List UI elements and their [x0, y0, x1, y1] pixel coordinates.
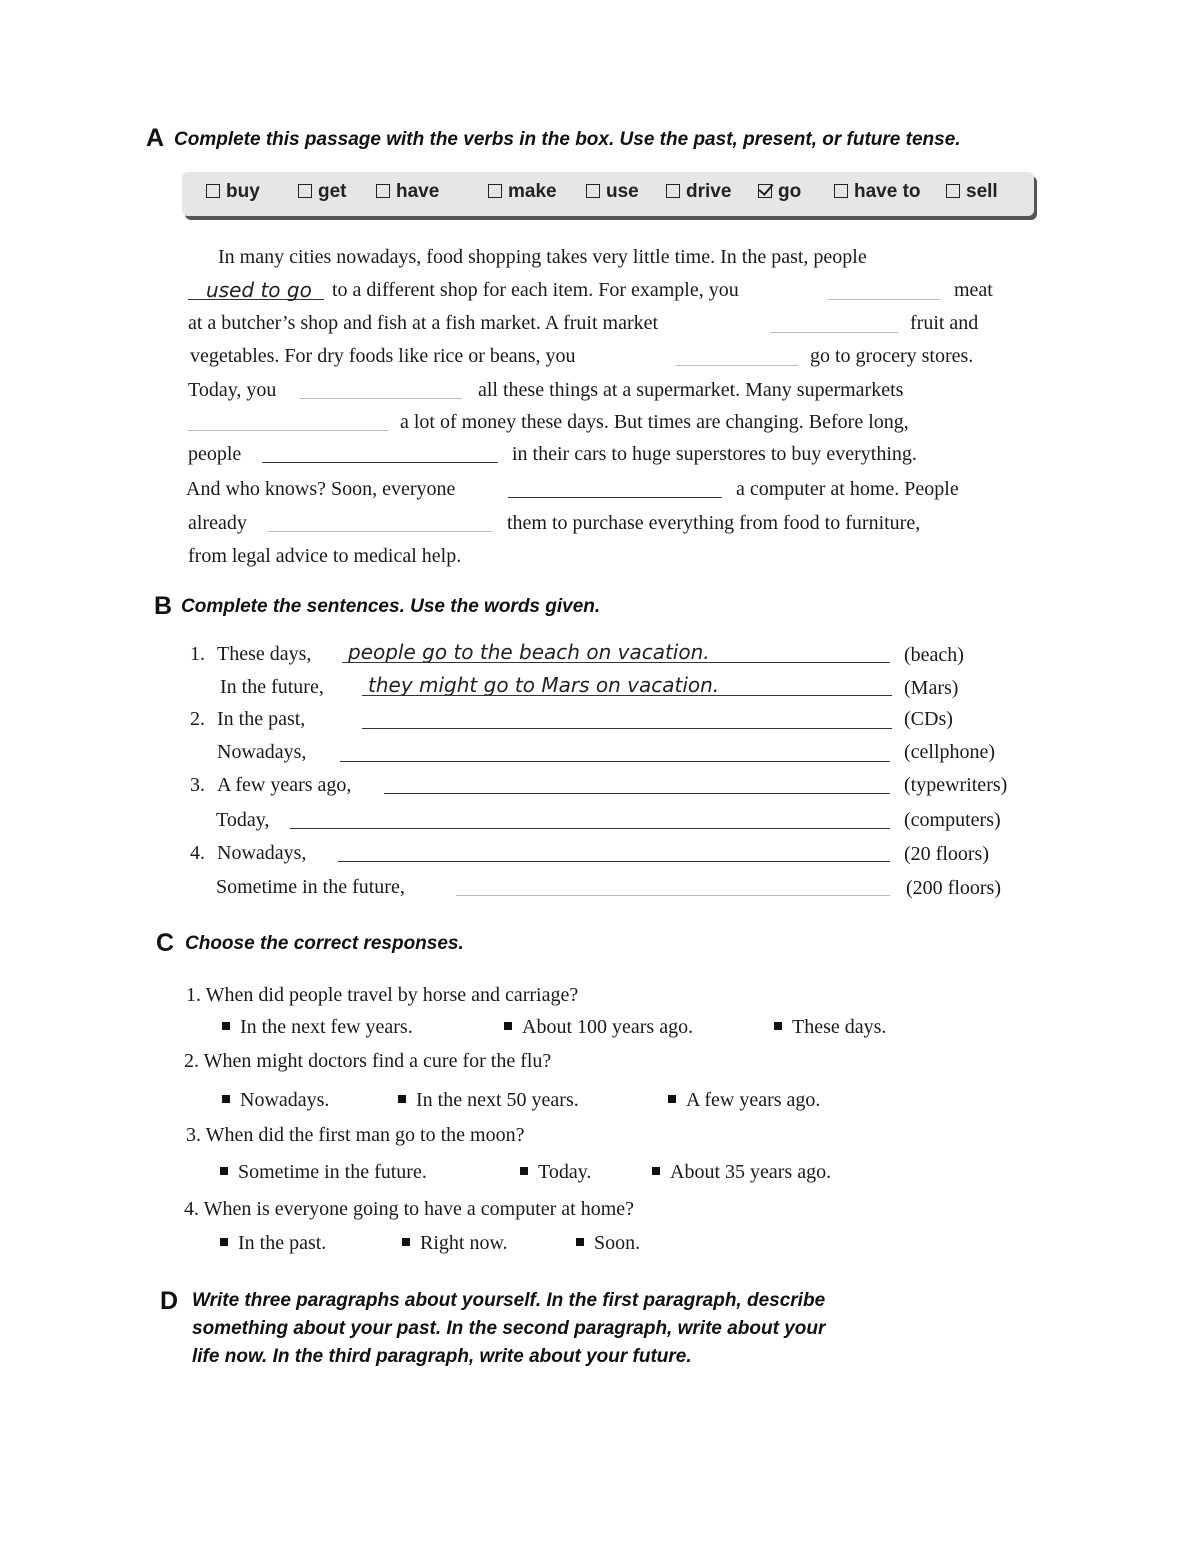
- answer-option[interactable]: Right now.: [402, 1232, 508, 1255]
- item-blank[interactable]: [362, 695, 892, 696]
- bullet-icon: [668, 1095, 676, 1103]
- passage-line-4b: go to grocery stores.: [810, 345, 974, 367]
- passage-line-8a: And who knows? Soon, everyone: [186, 478, 456, 500]
- item-prefix: These days,: [217, 643, 312, 665]
- checkbox-icon[interactable]: [834, 184, 848, 198]
- passage-blank-4[interactable]: [676, 365, 798, 366]
- passage-blank-6[interactable]: [188, 430, 388, 431]
- word-option-sell[interactable]: sell: [946, 181, 998, 203]
- word-box: [182, 172, 1034, 216]
- bullet-icon: [774, 1022, 782, 1030]
- section-d-letter: D: [160, 1287, 179, 1315]
- item-prefix: Nowadays,: [217, 741, 307, 763]
- answer-option[interactable]: In the next 50 years.: [398, 1089, 579, 1112]
- bullet-icon: [652, 1167, 660, 1175]
- item-hint: (200 floors): [906, 877, 1001, 899]
- word-option-buy[interactable]: buy: [206, 181, 260, 203]
- section-b-instruction: Complete the sentences. Use the words given.: [181, 596, 601, 617]
- word-option-make[interactable]: make: [488, 181, 557, 203]
- item-prefix: In the future,: [220, 676, 324, 698]
- passage-line-3a: at a butcher’s shop and fish at a fish market. A fruit market: [188, 312, 659, 334]
- checkbox-icon[interactable]: [206, 184, 220, 198]
- bullet-icon: [220, 1167, 228, 1175]
- item-hint: (20 floors): [904, 843, 989, 865]
- item-number: 4.: [190, 842, 205, 864]
- checkbox-icon[interactable]: [298, 184, 312, 198]
- question-text: 2. When might doctors find a cure for the flu?: [184, 1050, 552, 1072]
- item-blank[interactable]: [290, 828, 890, 829]
- section-d-instruction-line-3: life now. In the third paragraph, write about your future.: [192, 1346, 692, 1367]
- section-d-instruction-line-2: something about your past. In the second paragraph, write about your: [192, 1318, 826, 1339]
- item-prefix: Sometime in the future,: [216, 876, 405, 898]
- passage-line-7b: in their cars to huge superstores to buy everything.: [512, 443, 917, 465]
- passage-blank-5[interactable]: [300, 398, 462, 399]
- passage-line-4a: vegetables. For dry foods like rice or beans, you: [190, 345, 576, 367]
- word-option-have-to[interactable]: have to: [834, 181, 921, 203]
- item-number: 1.: [190, 643, 205, 665]
- checkbox-icon[interactable]: [586, 184, 600, 198]
- passage-line-9b: them to purchase everything from food to furniture,: [507, 512, 921, 534]
- item-blank[interactable]: [342, 662, 890, 663]
- item-blank[interactable]: [338, 861, 890, 862]
- checked-checkbox-icon[interactable]: [758, 184, 772, 198]
- item-hint: (Mars): [904, 677, 959, 699]
- passage-blank-3[interactable]: [770, 332, 898, 333]
- passage-line-5a: Today, you: [188, 379, 277, 401]
- item-number: 2.: [190, 708, 205, 730]
- item-prefix: In the past,: [217, 708, 306, 730]
- item-blank[interactable]: [362, 728, 892, 729]
- section-d-instruction-line-1: Write three paragraphs about yourself. In the first paragraph, describe: [192, 1290, 826, 1311]
- item-prefix: A few years ago,: [217, 774, 352, 796]
- passage-line-1: In many cities nowadays, food shopping takes very little time. In the past, people: [218, 246, 867, 268]
- checkbox-icon[interactable]: [488, 184, 502, 198]
- answer-option[interactable]: Today.: [520, 1161, 591, 1184]
- section-b-letter: B: [154, 592, 173, 620]
- item-hint: (CDs): [904, 708, 953, 730]
- checkbox-icon[interactable]: [666, 184, 680, 198]
- passage-line-5b: all these things at a supermarket. Many supermarkets: [478, 379, 904, 401]
- checkbox-icon[interactable]: [946, 184, 960, 198]
- section-a-instruction: Complete this passage with the verbs in the box. Use the past, present, or future tense.: [174, 129, 961, 150]
- bullet-icon: [520, 1167, 528, 1175]
- passage-blank-7[interactable]: [262, 462, 498, 463]
- question-text: 3. When did the first man go to the moon?: [186, 1124, 525, 1146]
- section-c-instruction: Choose the correct responses.: [185, 933, 464, 954]
- word-option-use[interactable]: use: [586, 181, 639, 203]
- item-blank[interactable]: [384, 793, 890, 794]
- item-hint: (computers): [904, 809, 1001, 831]
- answer-option[interactable]: These days.: [774, 1016, 886, 1039]
- bullet-icon: [402, 1238, 410, 1246]
- passage-line-8b: a computer at home. People: [736, 478, 959, 500]
- passage-line-7a: people: [188, 443, 242, 465]
- passage-answer-1: used to go: [206, 278, 312, 302]
- answer-option[interactable]: Nowadays.: [222, 1089, 329, 1112]
- item-number: 3.: [190, 774, 205, 796]
- bullet-icon: [220, 1238, 228, 1246]
- passage-line-10: from legal advice to medical help.: [188, 545, 462, 567]
- answer-option[interactable]: In the next few years.: [222, 1016, 413, 1039]
- answer-option[interactable]: In the past.: [220, 1232, 326, 1255]
- item-blank[interactable]: [456, 895, 890, 896]
- passage-blank-8[interactable]: [508, 497, 722, 498]
- item-hint: (cellphone): [904, 741, 996, 763]
- item-prefix: Today,: [216, 809, 270, 831]
- bullet-icon: [398, 1095, 406, 1103]
- item-blank[interactable]: [340, 761, 890, 762]
- bullet-icon: [504, 1022, 512, 1030]
- checkbox-icon[interactable]: [376, 184, 390, 198]
- bullet-icon: [222, 1095, 230, 1103]
- section-a-letter: A: [146, 124, 165, 152]
- passage-line-3b: fruit and: [910, 312, 979, 334]
- answer-option[interactable]: A few years ago.: [668, 1089, 820, 1112]
- item-hint: (beach): [904, 644, 964, 666]
- word-option-get[interactable]: get: [298, 181, 347, 203]
- answer-option[interactable]: Sometime in the future.: [220, 1161, 427, 1184]
- answer-option[interactable]: About 35 years ago.: [652, 1161, 831, 1184]
- bullet-icon: [576, 1238, 584, 1246]
- question-text: 4. When is everyone going to have a computer at home?: [184, 1198, 635, 1220]
- item-answer: people go to the beach on vacation.: [348, 640, 710, 664]
- passage-line-2a: to a different shop for each item. For example, you: [332, 279, 739, 301]
- passage-line-6: a lot of money these days. But times are changing. Before long,: [400, 411, 909, 433]
- word-option-go[interactable]: go: [758, 181, 801, 203]
- answer-option[interactable]: About 100 years ago.: [504, 1016, 693, 1039]
- passage-blank-9[interactable]: [268, 531, 492, 532]
- passage-line-9a: already: [188, 512, 247, 534]
- item-hint: (typewriters): [904, 774, 1008, 796]
- answer-option[interactable]: Soon.: [576, 1232, 640, 1255]
- question-text: 1. When did people travel by horse and carriage?: [186, 984, 579, 1006]
- item-answer: they might go to Mars on vacation.: [368, 673, 720, 697]
- word-option-have[interactable]: have: [376, 181, 439, 203]
- passage-blank-2[interactable]: [828, 299, 940, 300]
- bullet-icon: [222, 1022, 230, 1030]
- section-c-letter: C: [156, 929, 175, 957]
- word-option-drive[interactable]: drive: [666, 181, 731, 203]
- passage-line-2b: meat: [954, 279, 993, 301]
- item-prefix: Nowadays,: [217, 842, 307, 864]
